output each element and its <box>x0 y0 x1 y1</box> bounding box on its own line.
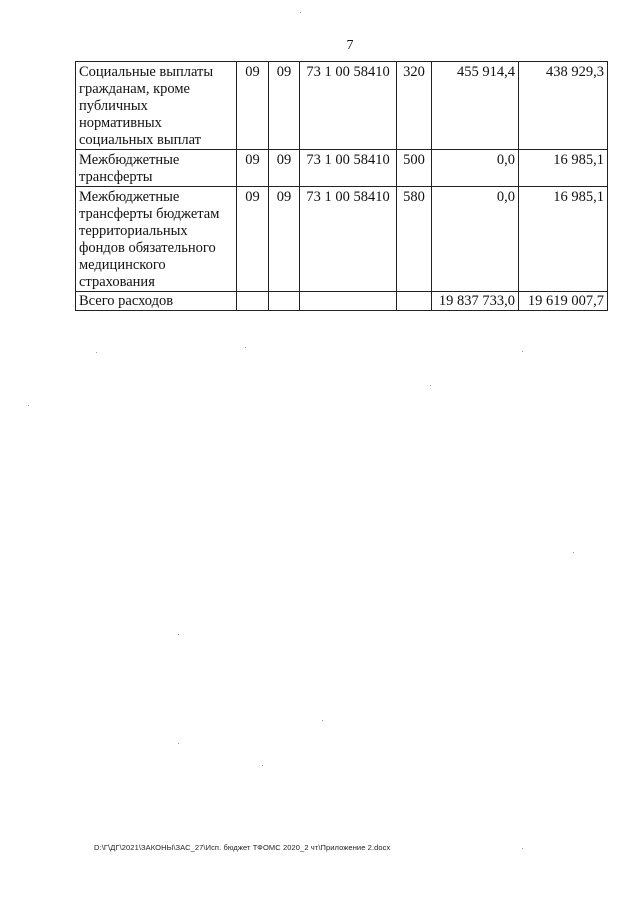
scan-speck <box>300 12 301 13</box>
row-name: Социальные выплаты гражданам, кроме публичных нормативных социальных выплат <box>76 62 237 150</box>
row-target-article: 73 1 00 58410 <box>300 150 397 187</box>
scan-speck <box>262 765 263 766</box>
total-empty-cell <box>397 292 432 311</box>
row-subsection: 09 <box>269 62 300 150</box>
scan-speck <box>96 352 97 353</box>
scan-speck <box>430 385 431 386</box>
scan-speck <box>322 720 323 721</box>
row-value-2021: 16 985,1 <box>519 150 608 187</box>
scan-speck <box>178 743 179 744</box>
row-name: Межбюджетные трансферты <box>76 150 237 187</box>
total-value-2020: 19 837 733,0 <box>432 292 519 311</box>
scan-speck <box>245 347 246 348</box>
budget-table <box>75 61 608 311</box>
row-value-2020: 0,0 <box>432 150 519 187</box>
row-section: 09 <box>237 150 269 187</box>
row-name: Межбюджетные трансферты бюджетам территориальных фондов обязательного медицинского страхования <box>76 187 237 292</box>
table-row <box>76 187 608 292</box>
total-value-2021: 19 619 007,7 <box>519 292 608 311</box>
scan-speck <box>573 552 574 553</box>
row-section: 09 <box>237 62 269 150</box>
table-row <box>76 62 608 150</box>
total-empty-cell <box>237 292 269 311</box>
scan-speck <box>522 848 523 849</box>
row-value-2021: 16 985,1 <box>519 187 608 292</box>
footer-file-path: D:\Г\ДГ\2021\ЗАКОНЫ\ЗАС_27\Исп. бюджет ТФОМС 2020_2 чт\Приложение 2.docx <box>94 843 391 852</box>
row-expense-type: 500 <box>397 150 432 187</box>
row-section: 09 <box>237 187 269 292</box>
total-label: Всего расходов <box>76 292 237 311</box>
scan-speck <box>178 634 179 635</box>
total-row <box>76 292 608 311</box>
scan-speck <box>28 405 29 406</box>
scan-speck <box>522 351 523 352</box>
row-value-2020: 0,0 <box>432 187 519 292</box>
total-empty-cell <box>269 292 300 311</box>
table-row <box>76 150 608 187</box>
row-subsection: 09 <box>269 150 300 187</box>
row-value-2020: 455 914,4 <box>432 62 519 150</box>
row-target-article: 73 1 00 58410 <box>300 62 397 150</box>
row-value-2021: 438 929,3 <box>519 62 608 150</box>
page-number: 7 <box>346 38 354 53</box>
row-target-article: 73 1 00 58410 <box>300 187 397 292</box>
total-empty-cell <box>300 292 397 311</box>
row-subsection: 09 <box>269 187 300 292</box>
row-expense-type: 320 <box>397 62 432 150</box>
row-expense-type: 580 <box>397 187 432 292</box>
